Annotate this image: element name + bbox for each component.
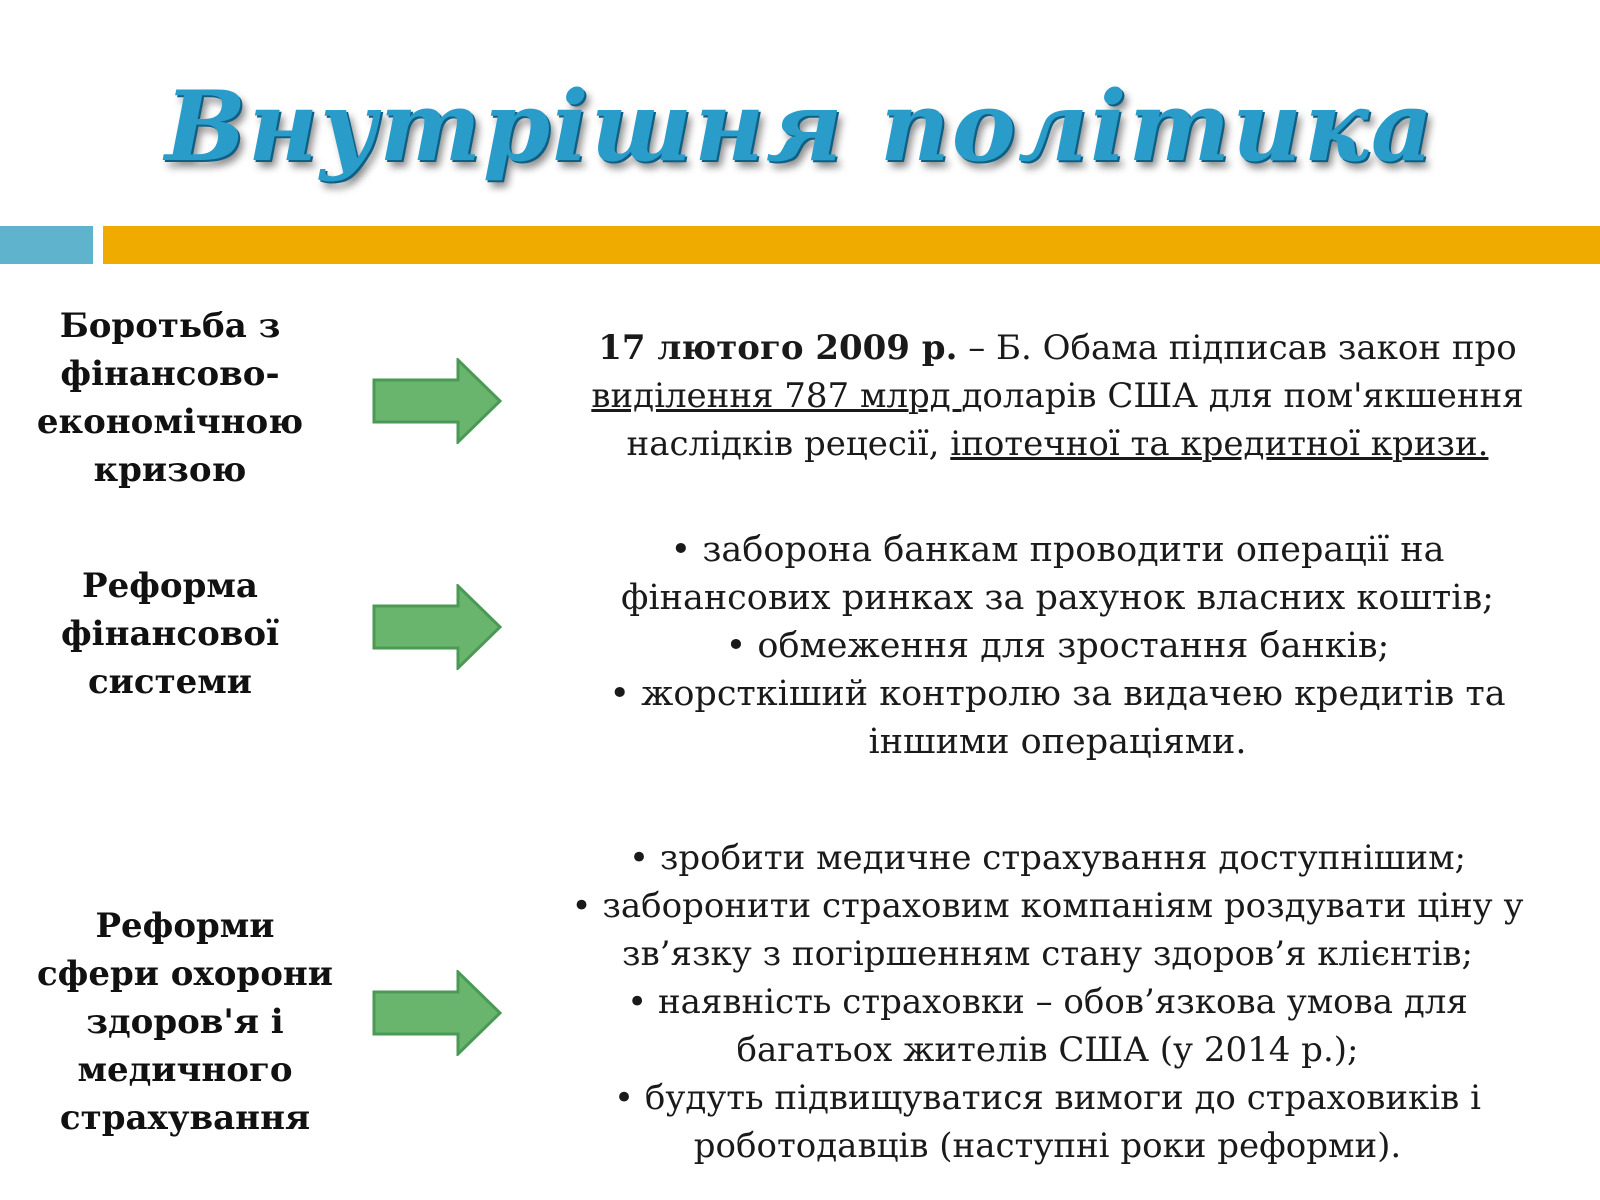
arrow-right-icon	[372, 970, 504, 1056]
topic-financial-crisis: Боротьба з фінансово- економічною кризою	[36, 306, 304, 490]
slide-title: Внутрішня політика	[164, 70, 1436, 183]
accent-bar-left	[0, 226, 93, 264]
desc-healthcare-reform: • зробити медичне страхування доступнішим; • заборонити страховим компаніям роздувати ціну у зв’язку з погіршенням стану здоров’я клієнтів; • наявність страховки – обов’язкова умова для багатьох жителів США (у 2014 р.); • будуть підвищуватися вимоги до страховиків і роботодавців (наступні роки реформи).	[571, 838, 1524, 1166]
arrow-right-icon	[372, 584, 504, 670]
accent-bar-right	[103, 226, 1600, 264]
date-text: 17 лютого 2009 р.	[598, 328, 958, 368]
arrow-right-icon	[372, 358, 504, 444]
topic-financial-reform: Реформа фінансової системи	[61, 566, 279, 702]
desc-financial-crisis: 17 лютого 2009 р. – Б. Обама підписав закон про виділення 787 млрд доларів США для пом'якшення наслідків рецесії, іпотечної та кредитної кризи.	[591, 328, 1524, 464]
desc-financial-reform: • заборона банкам проводити операції на фінансових ринках за рахунок власних коштів; • обмеження для зростання банків; • жорсткіший контролю за видачею кредитів та іншими операціями.	[609, 530, 1506, 762]
topic-healthcare-reform: Реформи сфери охорони здоров'я і медичного страхування	[36, 906, 333, 1138]
